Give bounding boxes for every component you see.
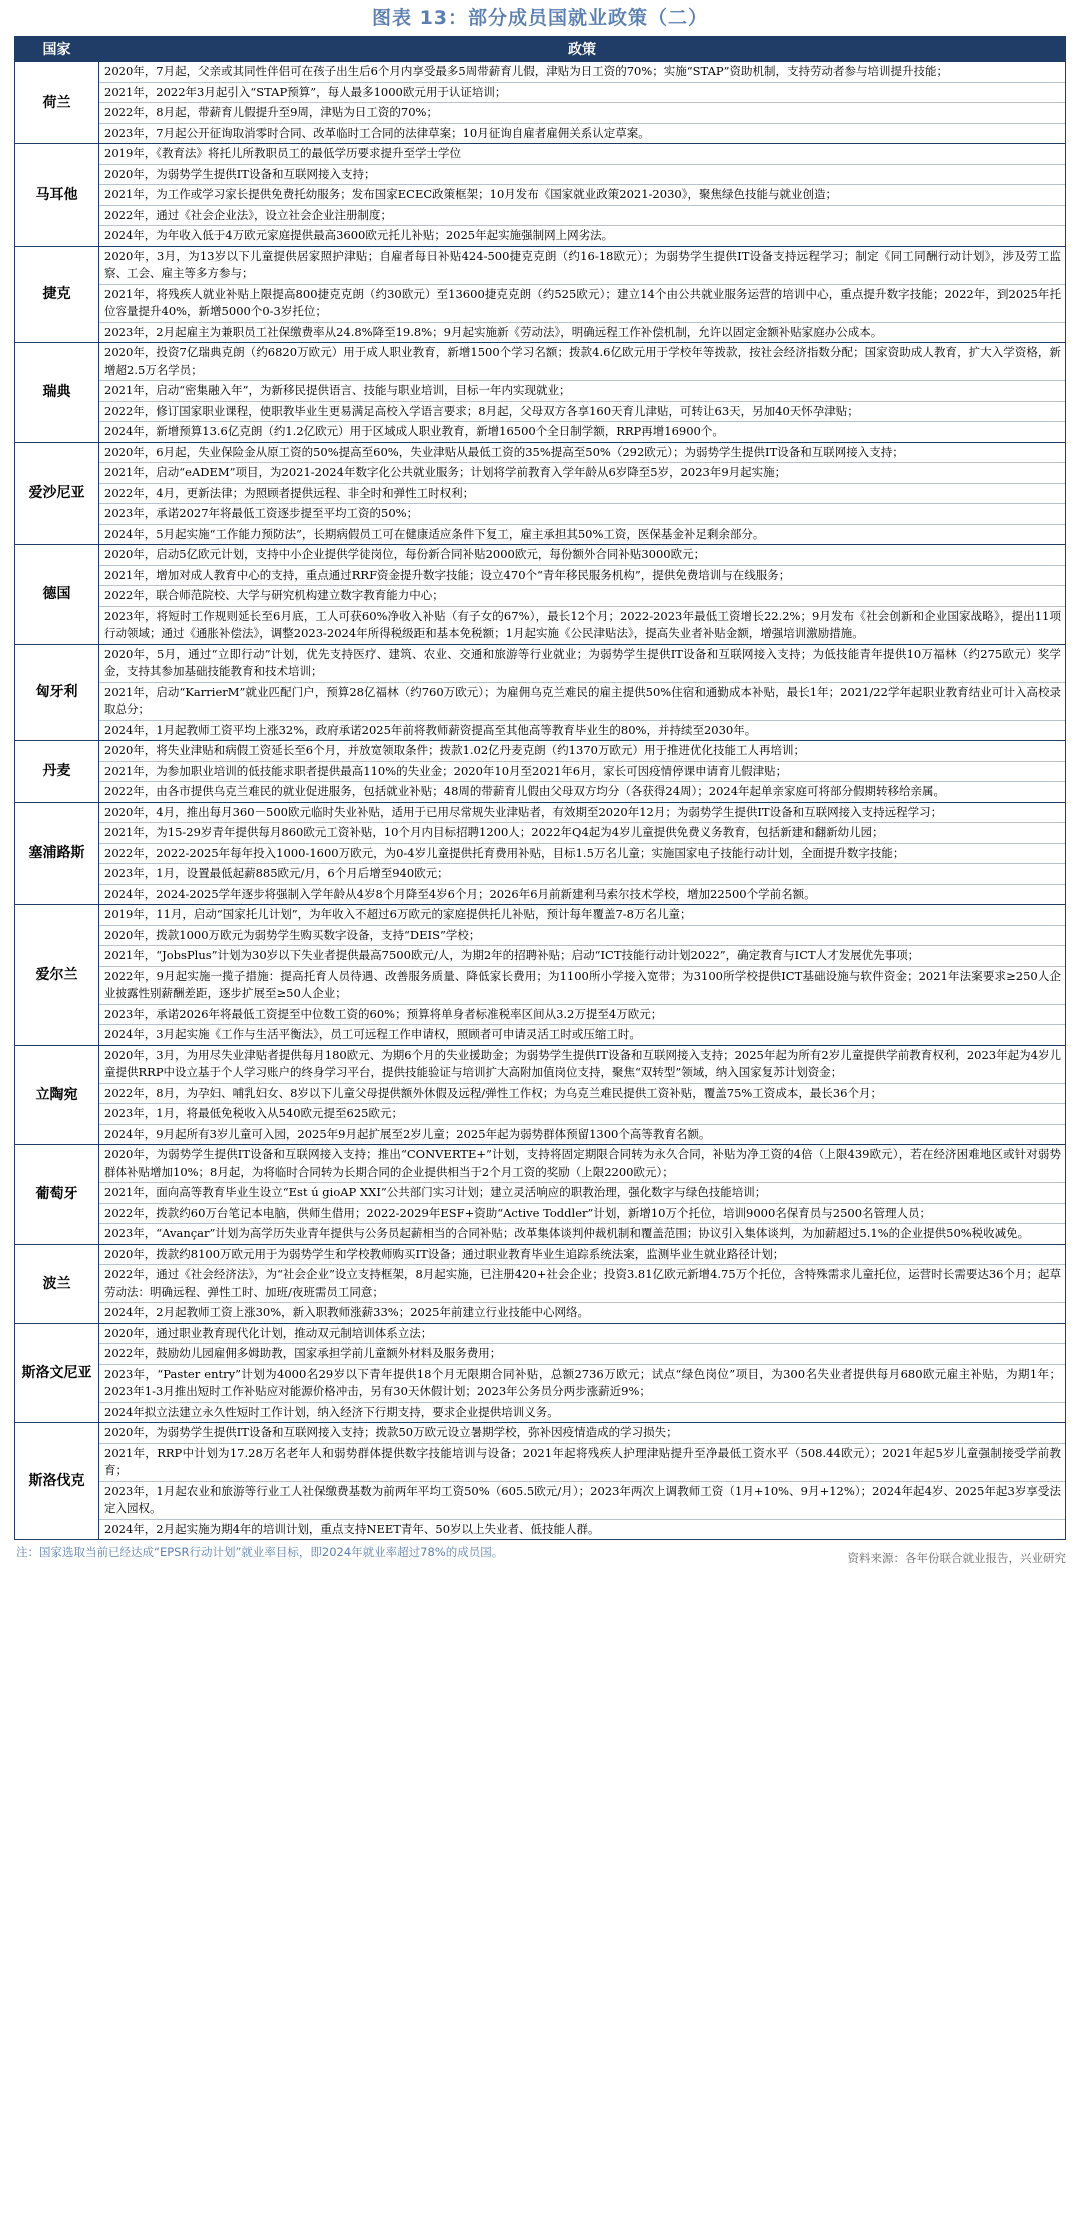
policy-line: 2020年，拨款1000万欧元为弱势学生购买数字设备，支持“DEIS”学校； — [99, 926, 1065, 947]
policy-line: 2021年，将残疾人就业补贴上限提高800捷克克朗（约30欧元）至13600捷克克朗（约525欧元）；建立14个由公共就业服务运营的培训中心，重点提升数字技能；2022年，到2025年托位容量提升40%，新增5000个0-3岁托位； — [99, 285, 1065, 323]
policy-line: 2021年，面向高等教育毕业生设立“Est ú gioAP XXI”公共部门实习计划；建立灵活响应的职教治理，强化数字与绿色技能培训； — [99, 1183, 1065, 1204]
policy-line: 2020年，5月，通过“立即行动”计划，优先支持医疗、建筑、农业、交通和旅游等行业就业；为弱势学生提供IT设备和互联网接入支持；为低技能青年提供10万福林（约275欧元）奖学金，支持其参加基础技能教育和技术培训； — [99, 645, 1065, 683]
country-cell: 波兰 — [15, 1244, 99, 1323]
country-cell: 瑞典 — [15, 343, 99, 443]
policy-line: 2022年，9月起实施一揽子措施：提高托育人员待遇、改善服务质量、降低家长费用；为1100所小学接入宽带；为3100所学校提供ICT基础设施与软件资金；2021年法案要求≥250人企业披露性别薪酬差距，逐步扩展至≥50人企业； — [99, 967, 1065, 1005]
policy-line: 2024年，5月起实施“工作能力预防法”，长期病假员工可在健康适应条件下复工，雇主承担其50%工资，医保基金补足剩余部分。 — [104, 526, 765, 541]
policy-line: 2023年，1月起农业和旅游等行业工人社保缴费基数为前两年平均工资50%（605.5欧元/月）；2023年两次上调教师工资（1月+10%、9月+12%）；2024年起4岁、2025年起3岁享受法定入园权。 — [99, 1482, 1065, 1520]
policy-line: 2023年，“Avançar”计划为高学历失业青年提供与公务员起薪相当的合同补贴；改革集体谈判仲裁机制和覆盖范围；协议引入集体谈判，为加薪超过5.1%的企业提供50%税收减免。 — [104, 1226, 1030, 1240]
policy-cell — [99, 1145, 1066, 1245]
source-note: 资料来源：各年份联合就业报告，兴业研究 — [847, 1551, 1066, 1565]
policy-line: 2020年，为弱势学生提供IT设备和互联网接入支持；拨款50万欧元设立暑期学校，弥补因疫情造成的学习损失； — [99, 1423, 1065, 1444]
policy-line: 2020年，4月，推出每月360－500欧元临时失业补贴，适用于已用尽常规失业津贴者，有效期至2020年12月；为弱势学生提供IT设备和互联网接入支持远程学习； — [99, 803, 1065, 824]
policy-line: 2020年，拨款约8100万欧元用于为弱势学生和学校教师购买IT设备；通过职业教育毕业生追踪系统法案，监测毕业生就业路径计划； — [99, 1245, 1065, 1266]
policy-line: 2024年，9月起所有3岁儿童可入园，2025年9月起扩展至2岁儿童；2025年起为弱势群体预留1300个高等教育名额。 — [104, 1126, 711, 1141]
policy-line: 2021年，“JobsPlus”计划为30岁以下失业者提供最高7500欧元/人，为期2年的招聘补贴；启动“ICT技能行动计划2022”，确定教育与ICT人才发展优先事项； — [99, 946, 1065, 967]
policy-line: 2019年，《教育法》将托儿所教职员工的最低学历要求提升至学士学位 — [99, 144, 1065, 165]
policy-line: 2022年，8月，为孕妇、哺乳妇女、8岁以下儿童父母提供额外休假及远程/弹性工作权；为乌克兰难民提供工资补贴，覆盖75%工资成本，最长36个月； — [99, 1084, 1065, 1105]
country-cell: 爱尔兰 — [15, 905, 99, 1046]
policy-line: 2024年，为年收入低于4万欧元家庭提供最高3600欧元托儿补贴；2025年起实施强制网上网劣法。 — [104, 228, 614, 242]
policy-line: 2023年，承诺2027年将最低工资逐步提至平均工资的50%； — [99, 504, 1065, 525]
policy-line: 2022年，修订国家职业课程，使职教毕业生更易满足高校入学语言要求；8月起，父母双方各享160天育儿津贴，可转让63天，另加40天怀孕津贴； — [99, 402, 1065, 423]
country-cell: 捷克 — [15, 246, 99, 343]
policy-line: 2024年，2024-2025学年逐步将强制入学年龄从4岁8个月降至4岁6个月；2026年6月前新建利马索尔技术学校，增加22500个学前名额。 — [104, 886, 816, 901]
policy-line: 2020年，通过职业教育现代化计划，推动双元制培训体系立法； — [99, 1324, 1065, 1345]
policy-line: 2023年，承诺2026年将最低工资提至中位数工资的60%；预算将单身者标准税率区间从3.2万提至4万欧元； — [99, 1005, 1065, 1026]
policy-cell — [99, 1244, 1066, 1323]
policy-line: 2022年，8月起，带薪育儿假提升至9周，津贴为日工资的70%； — [99, 103, 1065, 124]
policy-line: 2023年，“Paster entry”计划为4000名29岁以下青年提供18个月无限期合同补贴，总额2736万欧元；试点“绿色岗位”项目，为300名失业者提供每月680欧元雇主补贴，为期1年；2023年1-3月推出短时工作补贴应对能源价格冲击，另有30天休假计划；2023年公务员分两步涨薪近9%； — [99, 1365, 1065, 1403]
policy-line: 2023年，7月起公开征询取消零时合同、改革临时工合同的法律草案；10月征询自雇者雇佣关系认定草案。 — [104, 125, 650, 140]
policy-line: 2022年，由各市提供乌克兰难民的就业促进服务，包括就业补贴；48周的带薪育儿假由父母双方均分（各获得24周）；2024年起单亲家庭可将部分假期转移给亲属。 — [104, 784, 946, 798]
table-row — [15, 1423, 1066, 1540]
header-country: 国家 — [15, 37, 99, 62]
policy-line: 2019年，11月，启动“国家托儿计划”，为年收入不超过6万欧元的家庭提供托儿补贴，预计每年覆盖7-8万名儿童； — [99, 905, 1065, 926]
policy-line: 2024年，2月起实施为期4年的培训计划，重点支持NEET青年、50岁以上失业者、低技能人群。 — [104, 1521, 600, 1536]
policy-cell — [99, 246, 1066, 343]
table-row — [15, 905, 1066, 1046]
country-cell: 丹麦 — [15, 741, 99, 803]
policy-cell — [99, 442, 1066, 545]
policy-line: 2022年，通过《社会经济法》，为“社会企业”设立支持框架，8月起实施，已注册420+社会企业；投资3.81亿欧元新增4.75万个托位，含特殊需求儿童托位，运营时长需要达36个月；起草劳动法：明确远程、弹性工时、加班/夜班需员工同意； — [99, 1265, 1065, 1303]
policy-line: 2020年，将失业津贴和病假工资延长至6个月，并放宽领取条件；拨款1.02亿丹麦克朗（约1370万欧元）用于推进优化技能工人再培训； — [99, 741, 1065, 762]
table-row — [15, 144, 1066, 247]
policy-line: 2020年，3月，为13岁以下儿童提供居家照护津贴；自雇者每日补贴424-500捷克克朗（约16-18欧元）；为弱势学生提供IT设备支持远程学习；制定《同工同酬行动计划》，涉及劳工监察、工会、雇主等多方参与； — [99, 247, 1065, 285]
table-row — [15, 802, 1066, 905]
policy-line: 2021年，2022年3月起引入“STAP预算”，每人最多1000欧元用于认证培训； — [99, 83, 1065, 104]
policy-line: 2024年，3月起实施《工作与生活平衡法》，员工可远程工作申请权，照顾者可申请灵活工时或压缩工时。 — [104, 1027, 641, 1041]
policy-line: 2021年，为15-29岁青年提供每月860欧元工资补贴，10个月内目标招聘1200人；2022年Q4起为4岁儿童提供免费义务教育，包括新建和翻新幼儿园； — [99, 823, 1065, 844]
policy-cell — [99, 1323, 1066, 1423]
policy-line: 2023年，1月，设置最低起薪885欧元/月，6个月后增至940欧元； — [99, 864, 1065, 885]
policy-line: 2022年，联合师范院校、大学与研究机构建立数字教育能力中心； — [99, 586, 1065, 607]
figure-footer — [14, 1544, 1066, 1568]
policy-line: 2021年，为参加职业培训的低技能求职者提供最高110%的失业金；2020年10月至2021年6月，家长可因疫情停课申请育儿假津贴； — [99, 762, 1065, 783]
policy-line: 2022年，拨款约60万台笔记本电脑，供师生借用；2022-2029年ESF+资助“Active Toddler”计划，新增10万个托位，培训9000名保育员与2500名管理人员； — [99, 1204, 1065, 1225]
policy-line: 2020年，为弱势学生提供IT设备和互联网接入支持； — [99, 165, 1065, 186]
table-row — [15, 1145, 1066, 1245]
policy-line: 2020年，为弱势学生提供IT设备和互联网接入支持；推出“CONVERTE+”计划，支持将固定期限合同转为永久合同，补贴为净工资的4倍（上限439欧元），若在经济困难地区或针对弱势群体补贴增加10%；8月起，为将临时合同转为长期合同的企业提供相当于2个月工资的奖励（上限2200欧元）； — [99, 1145, 1065, 1183]
policy-cell — [99, 545, 1066, 645]
table-row — [15, 545, 1066, 645]
table-row — [15, 644, 1066, 741]
policy-cell — [99, 802, 1066, 905]
policy-line: 2023年，1月，将最低免税收入从540欧元提至625欧元； — [99, 1104, 1065, 1125]
table-row — [15, 246, 1066, 343]
country-cell: 斯洛文尼亚 — [15, 1323, 99, 1423]
policy-line: 2021年，增加对成人教育中心的支持，重点通过RRF资金提升数字技能；设立470个“青年移民服务机构”，提供免费培训与在线服务； — [99, 566, 1065, 587]
table-row — [15, 62, 1066, 144]
policy-line: 2021年，为工作或学习家长提供免费托幼服务；发布国家ECEC政策框架；10月发布《国家就业政策2021-2030》，聚焦绿色技能与就业创造； — [99, 185, 1065, 206]
table-header-row — [15, 37, 1066, 62]
policy-line: 2024年，2月起教师工资上涨30%，新入职教师涨薪33%；2025年前建立行业技能中心网络。 — [104, 1305, 589, 1319]
policy-cell — [99, 905, 1066, 1046]
policy-cell — [99, 1423, 1066, 1540]
policy-line: 2021年，启动“eADEM”项目，为2021-2024年数字化公共就业服务；计划将学前教育入学年龄从6岁降至5岁，2023年9月起实施； — [99, 463, 1065, 484]
policy-line: 2020年，投资7亿瑞典克朗（约6820万欧元）用于成人职业教育，新增1500个学习名额；拨款4.6亿欧元用于学校年等拨款，按社会经济指数分配；国家资助成人教育，扩大入学资格，新增超2.5万名学员； — [99, 343, 1065, 381]
country-cell: 斯洛伐克 — [15, 1423, 99, 1540]
policy-line: 2020年，7月起，父亲或其同性伴侣可在孩子出生后6个月内享受最多5周带薪育儿假，津贴为日工资的70%；实施“STAP”资助机制，支持劳动者参与培训提升技能； — [99, 62, 1065, 83]
policy-cell — [99, 144, 1066, 247]
policy-cell — [99, 1045, 1066, 1145]
policy-line: 2024年，新增预算13.6亿克朗（约1.2亿欧元）用于区域成人职业教育，新增16500个全日制学额，RRP再增16900个。 — [104, 424, 724, 438]
country-cell: 葡萄牙 — [15, 1145, 99, 1245]
policy-cell — [99, 644, 1066, 741]
policy-line: 2020年，3月，为用尽失业津贴者提供每月180欧元、为期6个月的失业援助金；为弱势学生提供IT设备和互联网接入支持；2025年起为所有2岁儿童提供学前教育权利，2023年起为4岁儿童提供RRP中设立基于个人学习账户的终身学习平台，提供技能验证与培训扩大高附加值岗位支持，聚焦“双转型”领域，纳入国家复苏计划资金； — [99, 1046, 1065, 1084]
policy-line: 2024年，1月起教师工资平均上涨32%，政府承诺2025年前将教师薪资提高至其他高等教育毕业生的80%，并持续至2030年。 — [104, 722, 757, 737]
figure-title: 图表 13：部分成员国就业政策（二） — [371, 7, 709, 29]
policy-cell — [99, 741, 1066, 803]
policy-cell — [99, 62, 1066, 144]
policy-line: 2023年，2月起雇主为兼职员工社保缴费率从24.8%降至19.8%；9月起实施新《劳动法》，明确远程工作补偿机制，允许以固定金额补贴家庭办公成本。 — [104, 324, 883, 339]
table-row — [15, 741, 1066, 803]
policy-line: 2021年，启动“KarrierM”就业匹配门户，预算28亿福林（约760万欧元）；为雇佣乌克兰难民的雇主提供50%住宿和通勤成本补贴，最长1年；2021/22学年起职业教育结业可计入高校录取总分； — [99, 683, 1065, 721]
policy-line: 2024年拟立法建立永久性短时工作计划，纳入经济下行期支持，要求企业提供培训义务。 — [104, 1404, 559, 1419]
country-cell: 德国 — [15, 545, 99, 645]
policy-line: 2021年，RRP中计划为17.28万名老年人和弱势群体提供数字技能培训与设备；2021年起将残疾人护理津贴提升至净最低工资水平（508.44欧元）；2021年起5岁儿童强制接受学前教育； — [99, 1444, 1065, 1482]
country-cell: 荷兰 — [15, 62, 99, 144]
table-row — [15, 1045, 1066, 1145]
country-cell: 爱沙尼亚 — [15, 442, 99, 545]
table-row — [15, 1323, 1066, 1423]
policy-table — [14, 36, 1066, 1540]
table-row — [15, 442, 1066, 545]
country-cell: 塞浦路斯 — [15, 802, 99, 905]
policy-line: 2023年，将短时工作规则延长至6月底，工人可获60%净收入补贴（有子女的67%），最长12个月；2022-2023年最低工资增长22.2%；9月发布《社会创新和企业国家战略》，提出11项行动领域；通过《通胀补偿法》，调整2023-2024年所得税级距和基本免税额；1月起实施《公民津贴法》，提高失业者补贴金额，增强培训激励措施。 — [104, 608, 1061, 640]
policy-line: 2020年，启动5亿欧元计划，支持中小企业提供学徒岗位，每份新合同补贴2000欧元，每份额外合同补贴3000欧元； — [99, 545, 1065, 566]
country-cell: 马耳他 — [15, 144, 99, 247]
policy-line: 2022年，鼓励幼儿园雇佣多姆助教，国家承担学前儿童额外材料及服务费用； — [99, 1344, 1065, 1365]
policy-line: 2022年，2022-2025年每年投入1000-1600万欧元，为0-4岁儿童提供托育费用补贴，目标1.5万名儿童；实施国家电子技能行动计划，全面提升数字技能； — [99, 844, 1065, 865]
policy-line: 2021年，启动“密集融入年”，为新移民提供语言、技能与职业培训，目标一年内实现就业； — [99, 381, 1065, 402]
policy-line: 2022年，4月，更新法律；为照顾者提供远程、非全时和弹性工时权利； — [99, 484, 1065, 505]
policy-line: 2022年，通过《社会企业法》，设立社会企业注册制度； — [99, 206, 1065, 227]
policy-cell — [99, 343, 1066, 443]
table-row — [15, 343, 1066, 443]
table-body — [15, 62, 1066, 1540]
country-cell: 匈牙利 — [15, 644, 99, 741]
footnote: 注：国家选取当前已经达成“EPSR行动计划”就业率目标，即2024年就业率超过78%的成员国。 — [16, 1545, 504, 1559]
policy-line: 2020年，6月起，失业保险金从原工资的50%提高至60%，失业津贴从最低工资的35%提高至50%（292欧元）；为弱势学生提供IT设备和互联网接入支持； — [99, 443, 1065, 464]
table-row — [15, 1244, 1066, 1323]
header-policy: 政策 — [99, 37, 1066, 62]
country-cell: 立陶宛 — [15, 1045, 99, 1145]
